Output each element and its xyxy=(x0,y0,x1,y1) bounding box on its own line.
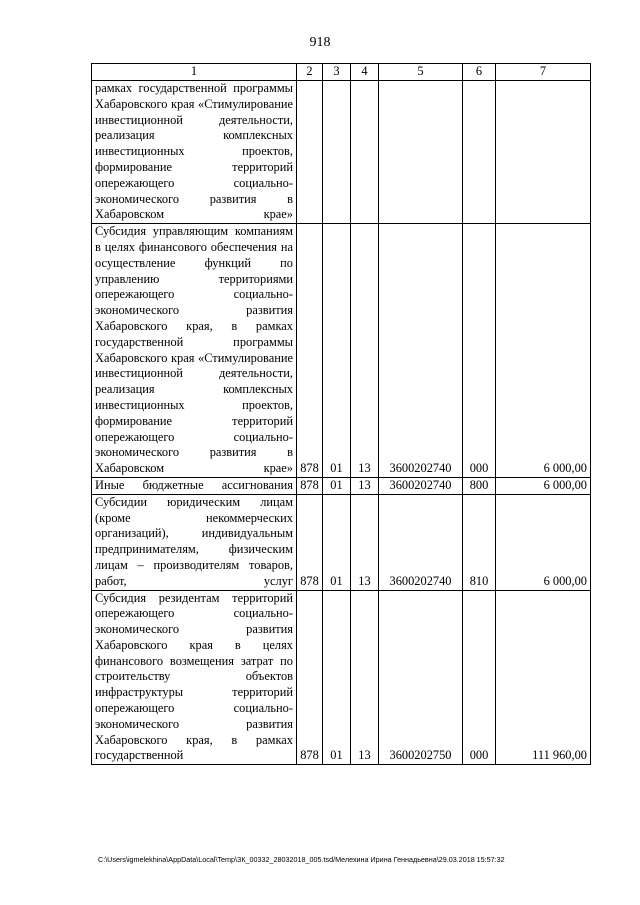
cell-expense-type xyxy=(463,81,496,224)
cell-ministry: 878 xyxy=(297,477,323,494)
column-header: 6 xyxy=(463,64,496,81)
column-header: 3 xyxy=(323,64,351,81)
cell-amount: 111 960,00 xyxy=(496,590,591,765)
cell-target-article: 3600202740 xyxy=(379,477,463,494)
cell-ministry xyxy=(297,81,323,224)
footer-file-path: C:\Users\igmelekhina\AppData\Local\Temp\ЗК_00332_28032018_005.tsd/Мелехина Ирина Геннадьевна\29.03.2018 15:57:32 xyxy=(98,855,505,864)
table-header-row xyxy=(92,64,591,81)
table-row xyxy=(92,590,591,765)
row-description: Субсидия резидентам территорий опережающего социально-экономического развития Хабаровского края в целях финансового возмещения затрат по строительству объектов инфраструктуры территорий опережающего социально-экономического развития Хабаровского края, в рамках государственной xyxy=(92,590,297,765)
cell-section: 01 xyxy=(323,477,351,494)
cell-ministry: 878 xyxy=(297,224,323,478)
cell-expense-type: 000 xyxy=(463,590,496,765)
column-header: 7 xyxy=(496,64,591,81)
cell-expense-type: 810 xyxy=(463,494,496,590)
cell-amount: 6 000,00 xyxy=(496,477,591,494)
row-description: рамках государственной программы Хабаровского края «Стимулирование инвестиционной деятельности, реализация комплексных инвестиционных проектов, формирование территорий опережающего социально-экономического развития в Хабаровском крае» xyxy=(92,81,297,224)
cell-target-article: 3600202740 xyxy=(379,224,463,478)
column-header: 5 xyxy=(379,64,463,81)
cell-section: 01 xyxy=(323,224,351,478)
column-header: 2 xyxy=(297,64,323,81)
cell-expense-type: 800 xyxy=(463,477,496,494)
cell-target-article: 3600202750 xyxy=(379,590,463,765)
row-description: Иные бюджетные ассигнования xyxy=(92,477,297,494)
budget-table xyxy=(91,63,591,765)
row-description: Субсидии юридическим лицам (кроме некоммерческих организаций), индивидуальным предпринимателям, физическим лицам – производителям товаров, работ, услуг xyxy=(92,494,297,590)
column-header: 4 xyxy=(351,64,379,81)
cell-target-article: 3600202740 xyxy=(379,494,463,590)
cell-subsection: 13 xyxy=(351,590,379,765)
table-row xyxy=(92,224,591,478)
page-number: 918 xyxy=(309,35,331,50)
cell-section: 01 xyxy=(323,494,351,590)
cell-section xyxy=(323,81,351,224)
cell-amount: 6 000,00 xyxy=(496,494,591,590)
cell-amount xyxy=(496,81,591,224)
cell-amount: 6 000,00 xyxy=(496,224,591,478)
cell-section: 01 xyxy=(323,590,351,765)
cell-expense-type: 000 xyxy=(463,224,496,478)
cell-subsection xyxy=(351,81,379,224)
cell-subsection: 13 xyxy=(351,494,379,590)
cell-subsection: 13 xyxy=(351,477,379,494)
table-row xyxy=(92,494,591,590)
table-row xyxy=(92,81,591,224)
cell-ministry: 878 xyxy=(297,494,323,590)
row-description: Субсидия управляющим компаниям в целях финансового обеспечения на осуществление функций по управлению территориями опережающего социально-экономического развития Хабаровского края, в рамках государственной программы Хабаровского края «Стимулирование инвестиционной деятельности, реализация комплексных инвестиционных проектов, формирование территорий опережающего социально-экономического развития в Хабаровском крае» xyxy=(92,224,297,478)
table-row xyxy=(92,477,591,494)
cell-ministry: 878 xyxy=(297,590,323,765)
cell-subsection: 13 xyxy=(351,224,379,478)
column-header: 1 xyxy=(92,64,297,81)
cell-target-article xyxy=(379,81,463,224)
